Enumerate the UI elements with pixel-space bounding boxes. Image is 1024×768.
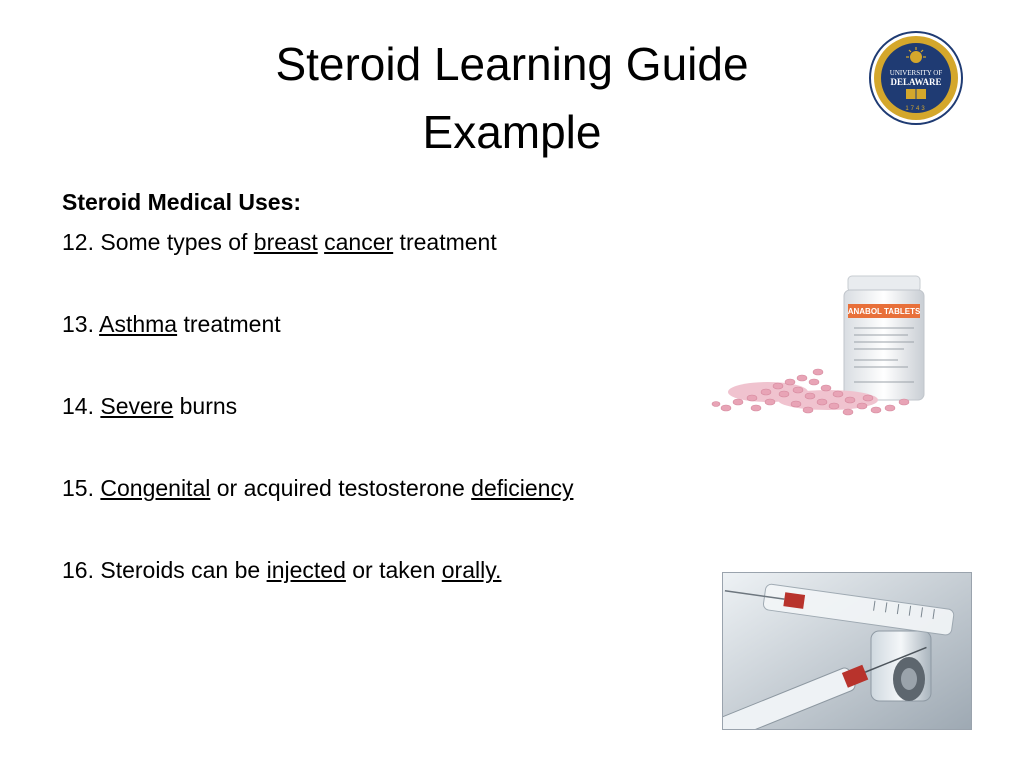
item-number: 12. [62,229,101,255]
list-item-16 [62,554,702,586]
underlined-term: Asthma [99,311,178,337]
item-text: Some types of [100,229,254,255]
item-text: Steroids can be [100,557,267,583]
logo-text-line-1: UNIVERSITY OF [889,69,943,77]
underlined-term: Severe [100,393,174,419]
item-text: treatment [393,229,497,255]
syringe-photo [722,572,972,730]
list-item-12 [62,226,702,258]
list-item-13 [62,308,702,340]
syringe-icon [723,573,971,729]
slide-title-line-1: Steroid Learning Guide [275,38,749,90]
underlined-term: cancer [324,229,394,255]
underlined-term: injected [266,557,346,583]
item-text: or taken [345,557,442,583]
slide-body [62,186,702,636]
sun-icon [910,51,922,63]
pills-bottle-image [708,270,930,430]
underlined-term: orally. [441,557,502,583]
list-item-15 [62,472,702,504]
list-item-14 [62,390,702,422]
underlined-term: Congenital [100,475,211,501]
logo-text-line-2: DELAWARE [890,77,942,87]
slide-title-line-2: Example [422,106,602,158]
section-heading: Steroid Medical Uses: [62,189,302,215]
item-text: treatment [177,311,281,337]
university-seal-logo [868,30,964,126]
underlined-term: deficiency [471,475,574,501]
logo-year: 1743 [905,106,927,112]
item-number: 15. [62,475,101,501]
item-number: 16. [62,557,101,583]
item-text: or acquired testosterone [210,475,472,501]
item-number: 14. [62,393,101,419]
item-number: 13. [62,311,100,337]
bottle-label-text: ANABOL TABLETS [847,307,921,316]
underlined-term: breast [253,229,318,255]
item-text: burns [173,393,238,419]
